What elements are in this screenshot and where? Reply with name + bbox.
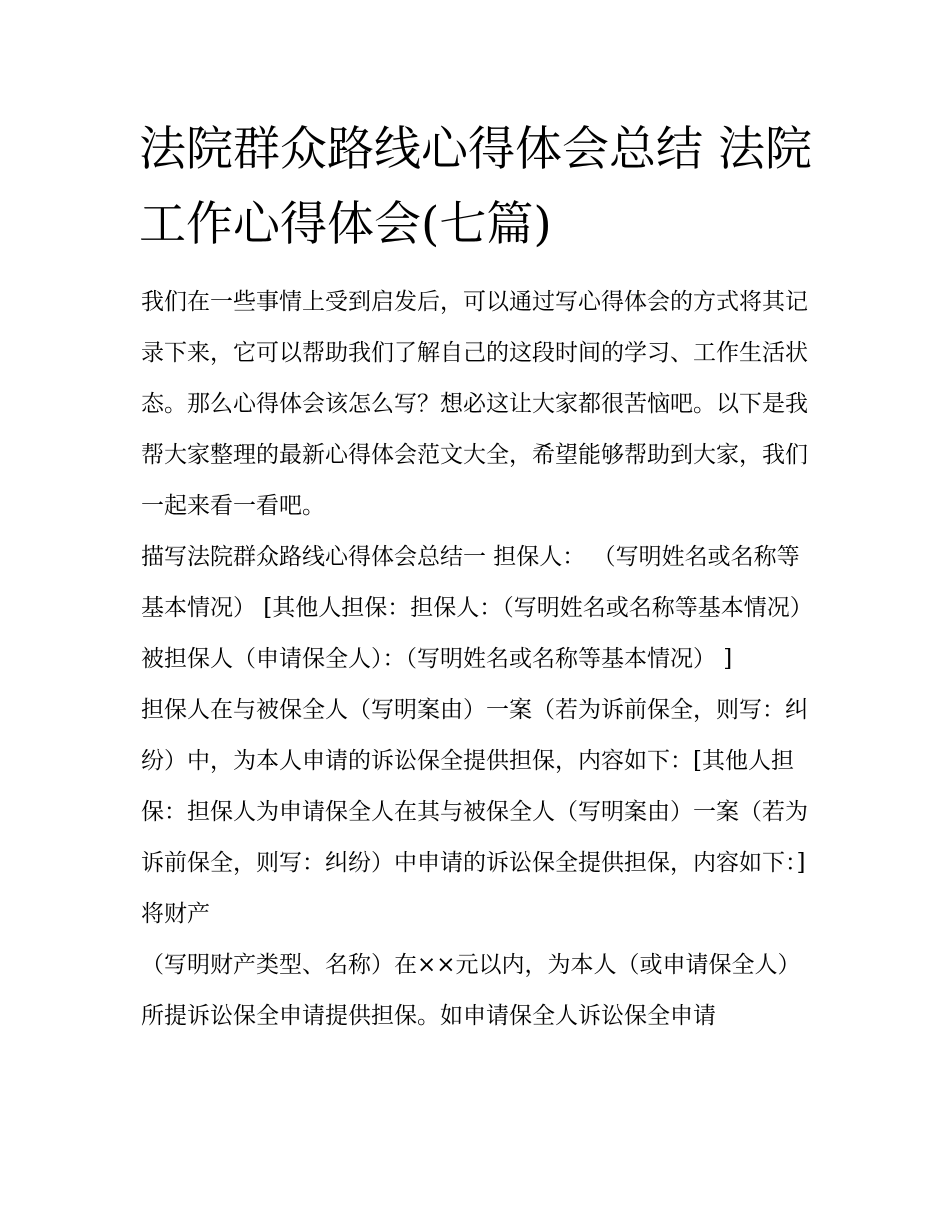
document-body	[141, 277, 816, 1042]
paragraph-property: （写明财产类型、名称）在××元以内，为本人（或申请保全人）所提诉讼保全申请提供担保。如申请保全人诉讼保全申请	[141, 952, 801, 1029]
paragraph-guarantor: 描写法院群众路线心得体会总结一 担保人： （写明姓名或名称等基本情况） [其他人担保：担保人：（写明姓名或名称等基本情况）	[141, 544, 813, 621]
paragraph-intro: 我们在一些事情上受到启发后，可以通过写心得体会的方式将其记录下来，它可以帮助我们了解自己的这段时间的学习、工作生活状态。那么心得体会该怎么写？想必这让大家都很苦恼吧。以下是我帮大家整理的最新心得体会范文大全，希望能够帮助到大家，我们一起来看一看吧。	[141, 289, 808, 519]
document-title: 法院群众路线心得体会总结 法院工作心得体会(七篇)	[139, 122, 812, 252]
paragraph-guarantee-content: 担保人在与被保全人（写明案由）一案（若为诉前保全，则写：纠纷）中，为本人申请的诉讼保全提供担保，内容如下：[其他人担保：担保人为申请保全人在其与被保全人（写明案由）一案（若为诉前保全，则写：纠纷）中申请的诉讼保全提供担保，内容如下：] 将财产	[141, 697, 808, 927]
paragraph-guaranteed-party: 被担保人（申请保全人）：（写明姓名或名称等基本情况） ]	[141, 646, 733, 672]
